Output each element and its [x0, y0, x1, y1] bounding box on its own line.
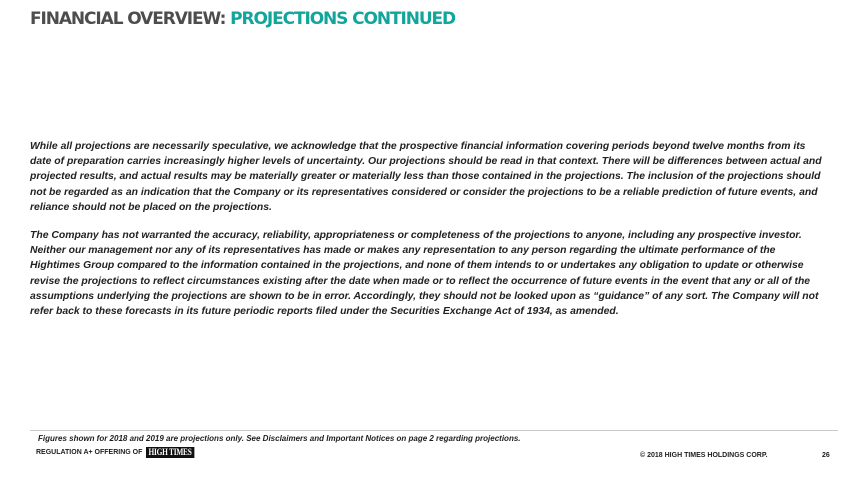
offering-line — [36, 447, 205, 458]
projections-footnote: Figures shown for 2018 and 2019 are projections only. See Disclaimers and Important Notices on page 2 regarding projections. — [38, 434, 521, 443]
page-title — [30, 8, 455, 30]
copyright-notice: © 2018 HIGH TIMES HOLDINGS CORP. — [640, 452, 768, 459]
offering-label: REGULATION A+ OFFERING OF — [36, 449, 143, 456]
page-title-section: FINANCIAL OVERVIEW: — [30, 9, 231, 29]
page-number: 26 — [822, 452, 830, 459]
footer-divider — [30, 430, 838, 431]
disclaimer-paragraph-2: The Company has not warranted the accuracy, reliability, appropriateness or completeness of the projections to anyone, including any prospective investor. Neither our management nor any of its representatives has made or makes any representation to any person regarding the ultimate performance of the Hightimes Group compared to the information contained in the projections, and none of them intends to or undertakes any obligation to update or otherwise revise the projections to reflect circumstances existing after the date when made or to reflect the occurrence of future events in the event that any or all of the assumptions underlying the projections are shown to be in error. Accordingly, they should not be looked upon as “guidance” of any sort. The Company will not refer back to these forecasts in its future periodic reports filed under the Securities Exchange Act of 1934, as amended. — [30, 230, 819, 318]
disclaimer-paragraph-1: While all projections are necessarily speculative, we acknowledge that the prospective financial information covering periods beyond twelve months from its date of preparation carries increasingly higher levels of uncertainty. Our projections should be read in that context. There will be differences between actual and projected results, and actual results may be materially greater or materially less than those contained in the projections. The inclusion of the projections should not be regarded as an indication that the Company or its representatives considered or consider the projections to be a reliable prediction of future events, and reliance should not be placed on the projections. — [30, 141, 822, 213]
high-times-logo: HIGH TIMES — [146, 447, 194, 458]
page-title-subsection: PROJECTIONS CONTINUED — [230, 9, 456, 29]
disclaimer-body — [30, 139, 823, 332]
